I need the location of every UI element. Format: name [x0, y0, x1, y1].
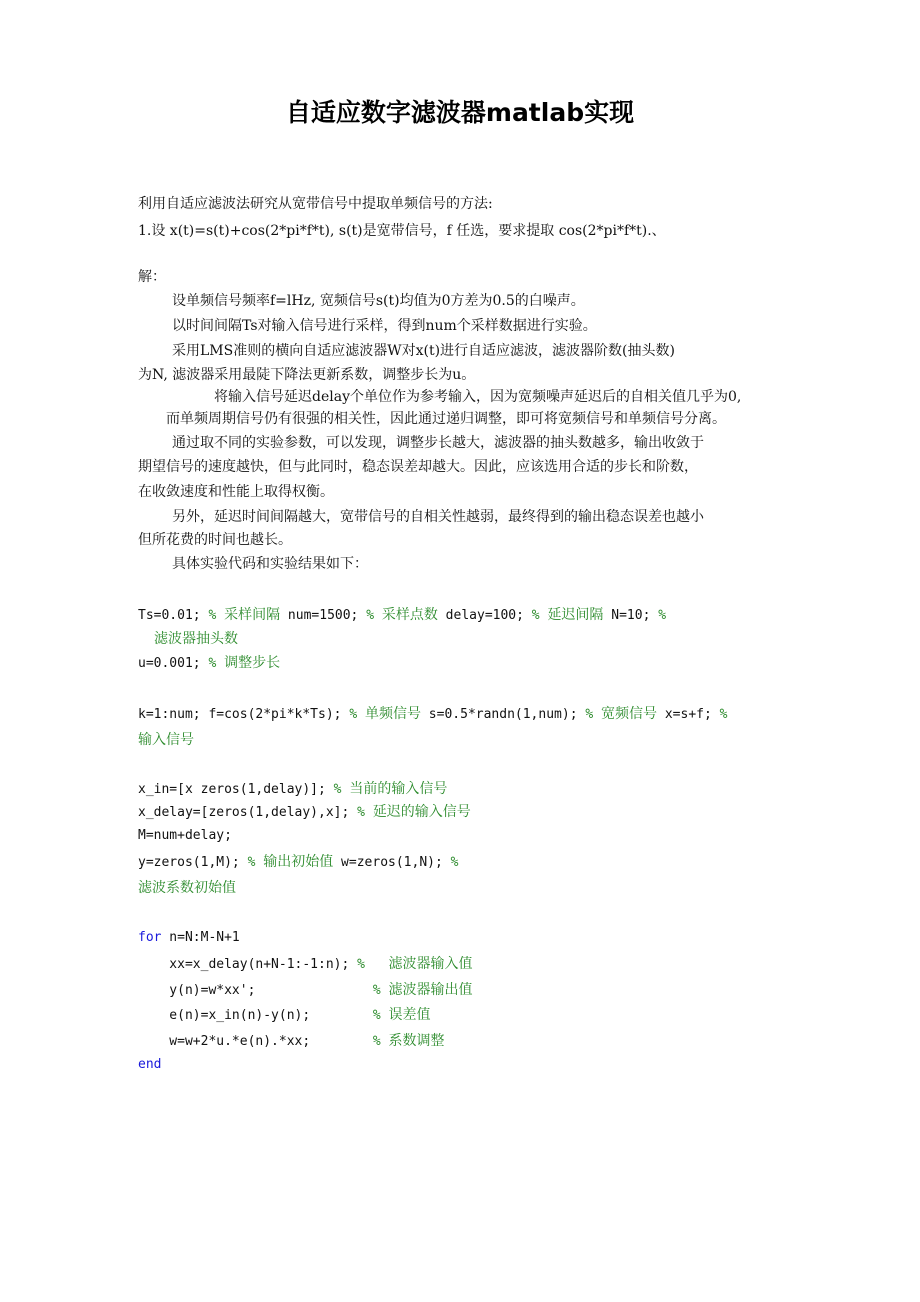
- comment-marker: %: [450, 855, 459, 870]
- comment-marker: %: [357, 957, 389, 972]
- code-text: w=w+2*u.*e(n).*xx;: [138, 1034, 373, 1049]
- code-line: [138, 729, 194, 752]
- paragraph-line: 设单频信号频率f=lHz, 宽频信号s(t)均值为0方差为0.5的白噪声。: [172, 293, 585, 309]
- code-keyword: for: [138, 930, 162, 945]
- code-line: [138, 979, 472, 1002]
- code-line: [138, 1054, 161, 1076]
- code-line: [138, 927, 240, 949]
- code-text: N=10;: [603, 608, 659, 623]
- code-text: e(n)=x_in(n)-y(n);: [138, 1008, 373, 1023]
- comment-marker: %: [208, 608, 225, 623]
- code-text: x=s+f;: [657, 707, 720, 722]
- comment-marker: %: [247, 855, 264, 870]
- paragraph-line: 将输入信号延迟delay个单位作为参考输入，因为宽频噪声延迟后的自相关值几乎为0,: [214, 389, 742, 405]
- comment-marker: %: [372, 1034, 389, 1049]
- paragraph-line: 另外，延迟时间间隔越大，宽带信号的自相关性越弱，最终得到的输出稳态误差也越小: [172, 509, 704, 525]
- code-line: [138, 652, 280, 675]
- code-text: Ts=0.01;: [138, 608, 209, 623]
- paragraph-line: 但所花费的时间也越长。: [138, 532, 292, 548]
- code-text: k=1:num; f=cos(2*pi*k*Ts);: [138, 707, 350, 722]
- code-comment: 误差值: [388, 1007, 431, 1023]
- code-line: [138, 703, 727, 726]
- code-line: [138, 825, 232, 847]
- paragraph-line: 为N, 滤波器采用最陡下降法更新系数，调整步长为u。: [138, 367, 476, 383]
- comment-marker: %: [372, 983, 389, 998]
- code-text: xx=x_delay(n+N-1:-1:n);: [138, 957, 358, 972]
- paragraph-line: 采用LMS准则的横向自适应滤波器W对x(t)进行自适应滤波，滤波器阶数(抽头数): [172, 343, 675, 359]
- comment-marker: %: [531, 608, 548, 623]
- code-comment: 调整步长: [224, 655, 281, 671]
- paragraph-line: 具体实验代码和实验结果如下：: [172, 556, 368, 572]
- comment-marker: %: [366, 608, 382, 623]
- code-comment: 采样点数: [381, 607, 438, 623]
- code-text: M=num+delay;: [138, 828, 232, 843]
- solution-label: 解：: [138, 269, 166, 285]
- code-comment: 滤波系数初始值: [138, 880, 236, 896]
- code-line: [138, 1030, 444, 1053]
- comment-marker: %: [585, 707, 602, 722]
- comment-marker: %: [357, 805, 373, 820]
- code-text: x_in=[x zeros(1,delay)];: [138, 782, 334, 797]
- code-comment: 系数调整: [388, 1033, 445, 1049]
- document-title: 自适应数字滤波器matlab实现: [285, 98, 635, 127]
- code-line: [138, 851, 458, 874]
- intro-line-1: 利用自适应滤波法研究从宽带信号中提取单频信号的方法:: [138, 196, 493, 212]
- code-keyword: end: [138, 1057, 162, 1072]
- code-comment: 滤波器抽头数: [154, 631, 238, 647]
- code-line: [138, 778, 447, 801]
- code-text: delay=100;: [437, 608, 532, 623]
- paragraph-line: 在收敛速度和性能上取得权衡。: [138, 484, 334, 500]
- comment-marker: %: [208, 656, 225, 671]
- code-comment: 单频信号: [364, 706, 421, 722]
- code-text: s=0.5*randn(1,num);: [420, 707, 586, 722]
- comment-marker: %: [372, 1008, 389, 1023]
- code-line: [154, 628, 238, 651]
- comment-marker: %: [333, 782, 350, 797]
- paragraph-line: 期望信号的速度越快，但与此同时，稳态误差却越大。因此，应该选用合适的步长和阶数，: [138, 459, 698, 475]
- code-line: [138, 1004, 430, 1027]
- code-comment: 滤波器输入值: [388, 956, 473, 972]
- code-comment: 滤波器输出值: [388, 982, 473, 998]
- code-text: u=0.001;: [138, 656, 209, 671]
- code-text: w=zeros(1,N);: [333, 855, 451, 870]
- intro-line-2: 1.设 x(t)=s(t)+cos(2*pi*f*t), s(t)是宽带信号，f 任选，要求提取 cos(2*pi*f*t).、: [138, 223, 666, 239]
- code-comment: 输入信号: [138, 732, 194, 748]
- paragraph-line: 而单频周期信号仍有很强的相关性，因此通过递归调整，即可将宽频信号和单频信号分离。: [166, 411, 726, 427]
- code-comment: 采样间隔: [224, 607, 281, 623]
- code-text: y=zeros(1,M);: [138, 855, 248, 870]
- code-comment: 延迟间隔: [547, 607, 604, 623]
- code-text: x_delay=[zeros(1,delay),x];: [138, 805, 358, 820]
- paragraph-line: 通过取不同的实验参数，可以发现，调整步长越大，滤波器的抽头数越多，输出收敛于: [172, 435, 704, 451]
- code-comment: 宽频信号: [601, 706, 658, 722]
- comment-marker: %: [658, 608, 667, 623]
- code-comment: 输出初始值: [263, 854, 334, 870]
- comment-marker: %: [719, 707, 728, 722]
- code-text: n=N:M-N+1: [161, 930, 240, 945]
- code-line: [138, 604, 666, 627]
- code-text: y(n)=w*xx';: [138, 983, 373, 998]
- code-line: [138, 953, 472, 976]
- code-text: num=1500;: [280, 608, 367, 623]
- paragraph-line: 以时间间隔Ts对输入信号进行采样，得到num个采样数据进行实验。: [172, 318, 597, 334]
- code-line: [138, 801, 471, 824]
- code-line: [138, 877, 236, 900]
- code-comment: 当前的输入信号: [349, 781, 448, 797]
- comment-marker: %: [349, 707, 365, 722]
- code-comment: 延迟的输入信号: [372, 804, 471, 820]
